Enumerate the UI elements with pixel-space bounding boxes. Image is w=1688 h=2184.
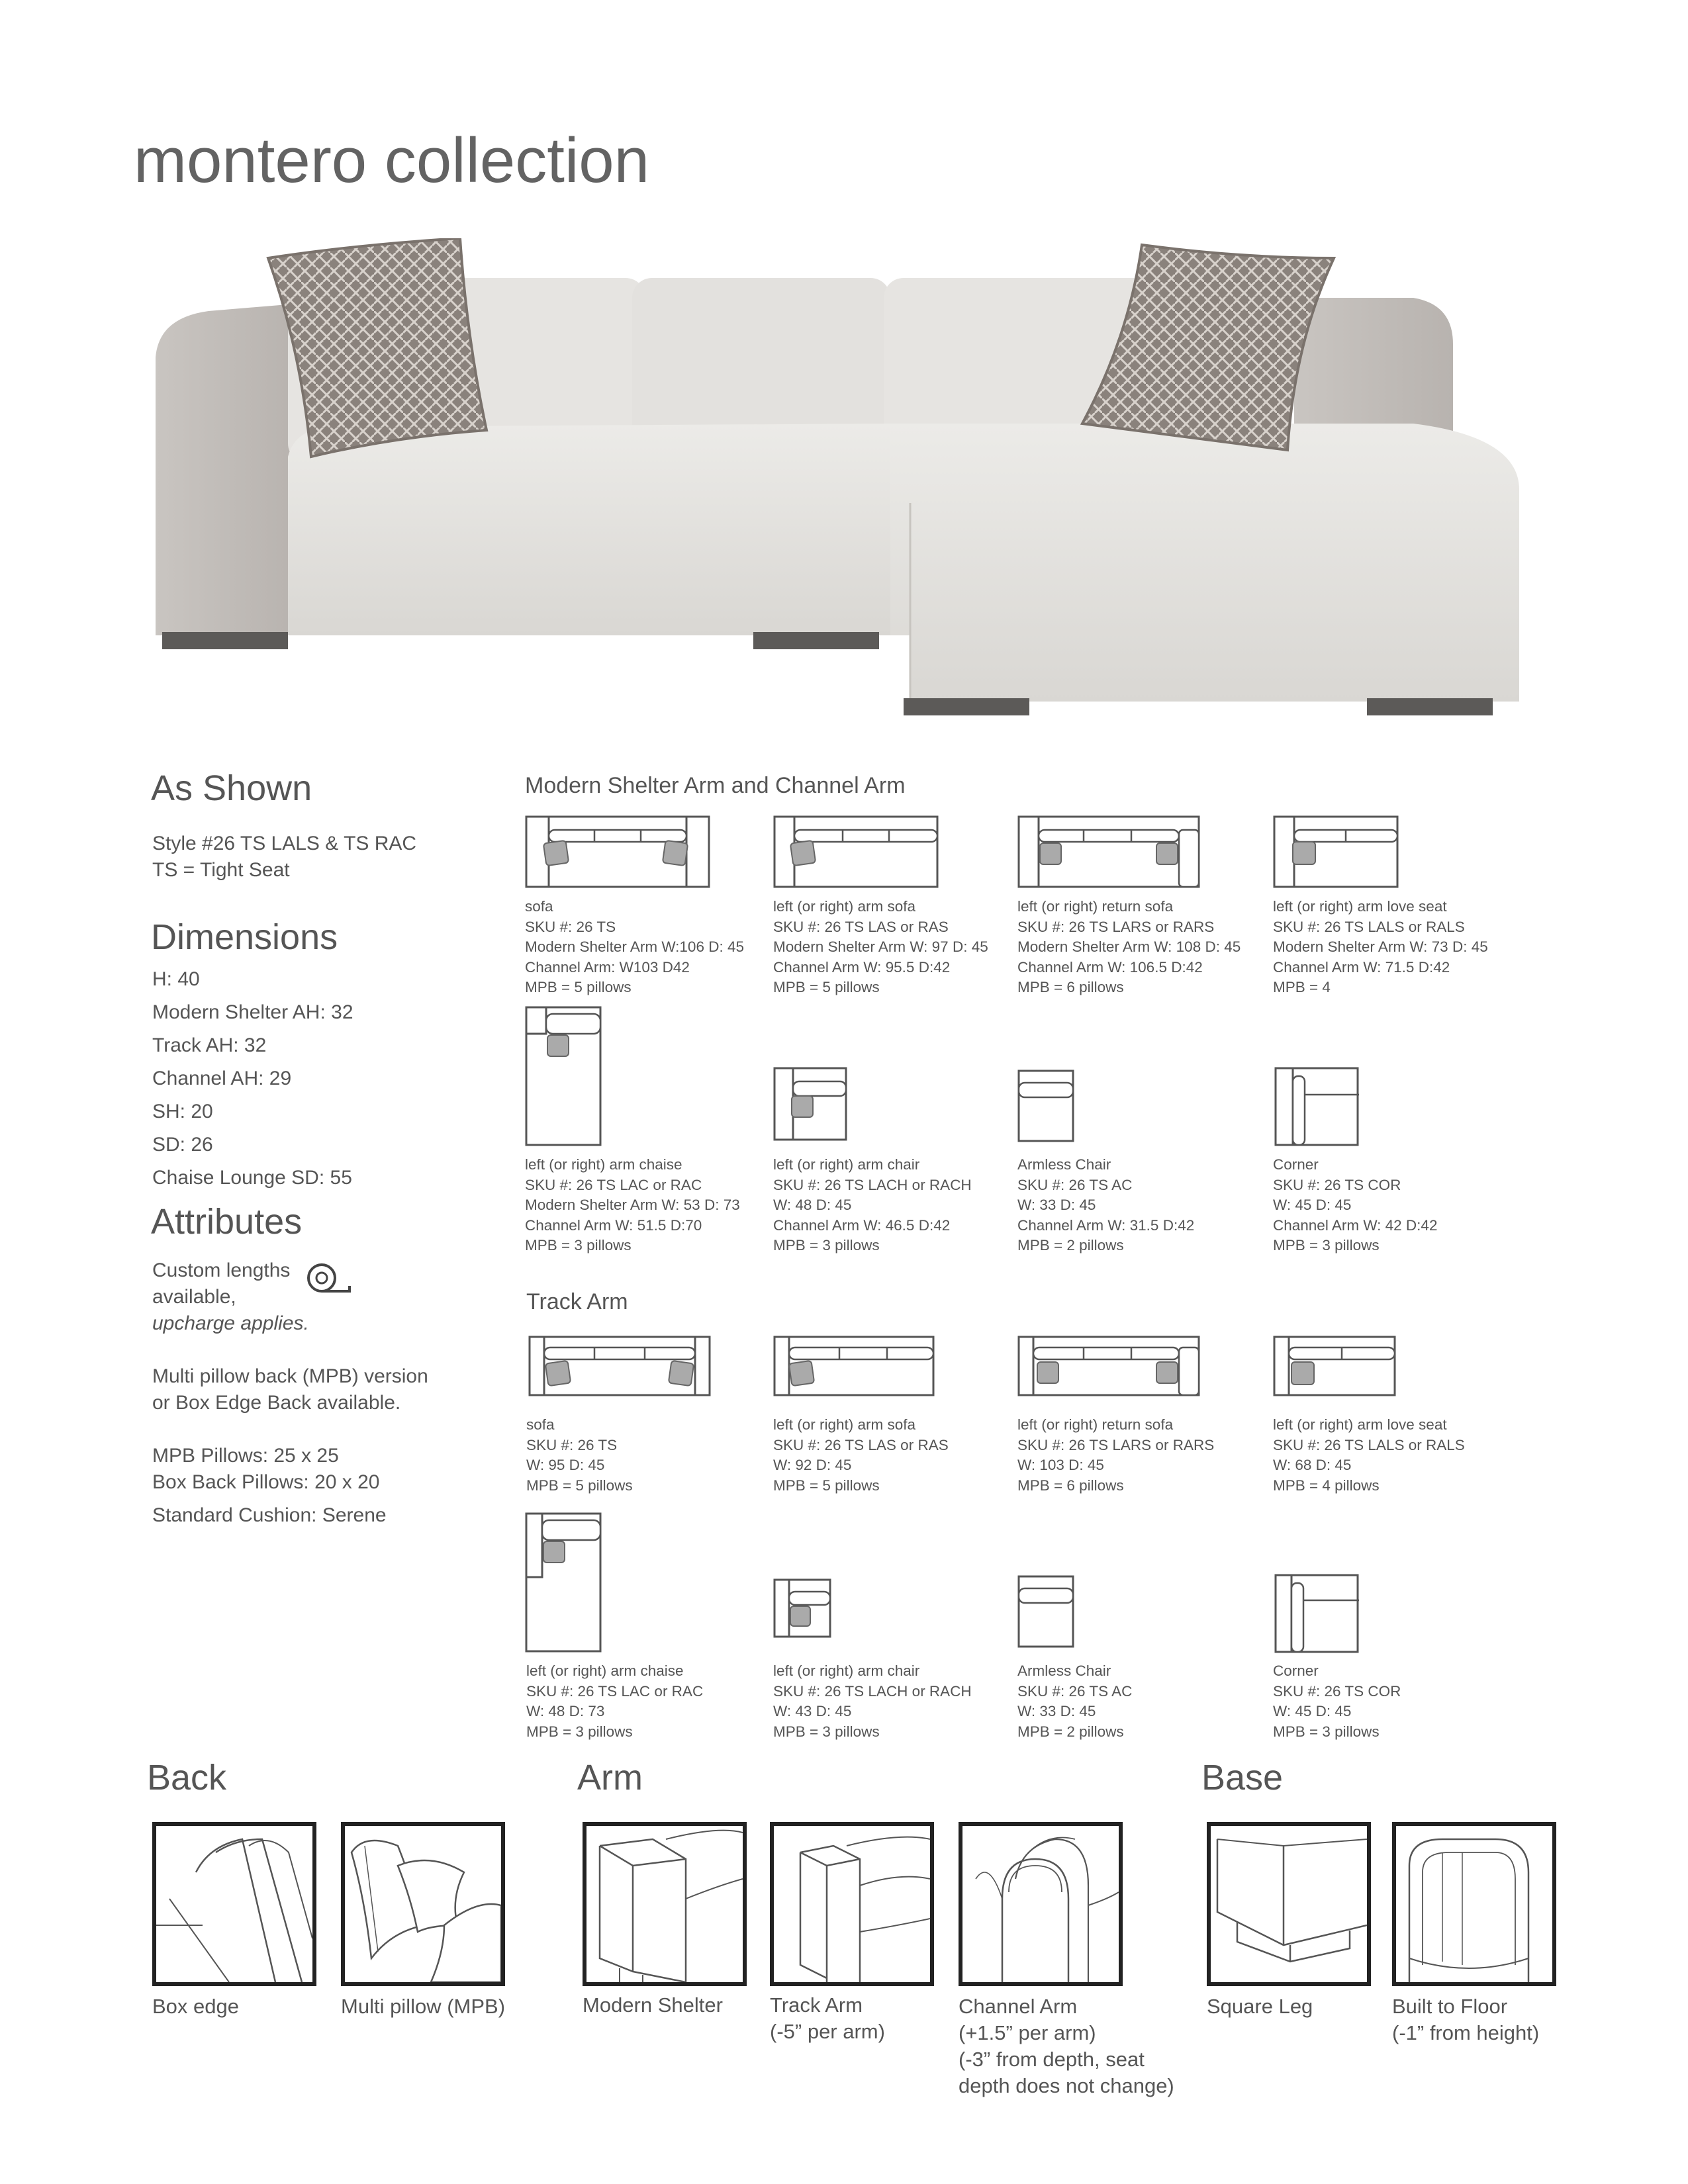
as-shown-heading: As Shown (151, 768, 312, 808)
track-arm-label (770, 1992, 885, 2045)
upcharge-line: upcharge applies. (152, 1312, 309, 1334)
available-line: available, (152, 1286, 236, 1308)
caption-line: Channel Arm W: 71.5 D:42 (1273, 958, 1450, 976)
style-line: Style #26 TS LALS & TS RAC (152, 833, 417, 854)
sofa-diagram (525, 815, 710, 888)
caption-line: W: 45 D: 45 (1273, 1703, 1352, 1719)
label-line: Built to Floor (1392, 1995, 1508, 2018)
label-line: (-1” from height) (1392, 2021, 1540, 2044)
caption-line: SKU #: 26 TS LAC or RAC (525, 1176, 702, 1193)
caption-line: Channel Arm W: 51.5 D:70 (525, 1216, 702, 1234)
track-arm-chair-caption (773, 1661, 972, 1742)
caption-line: Modern Shelter Arm W: 97 D: 45 (773, 938, 988, 955)
label-line: Track Arm (770, 1993, 863, 2017)
modern-sofa-caption (525, 897, 744, 998)
love-seat-diagram (1273, 815, 1399, 888)
label-line: (+1.5” per arm) (959, 2021, 1096, 2044)
sectional-sofa-photo (156, 238, 1519, 728)
attributes-heading: Attributes (151, 1202, 303, 1242)
modern-arm-chair-caption (773, 1155, 972, 1256)
built-to-floor-label (1392, 1993, 1539, 2046)
corner-diagram (1274, 1067, 1359, 1146)
modern-armless-chair-caption (1017, 1155, 1194, 1256)
caption-line: SKU #: 26 TS COR (1273, 1682, 1401, 1700)
caption-line: Modern Shelter Arm W: 108 D: 45 (1017, 938, 1241, 955)
caption-line: W: 48 D: 73 (526, 1703, 605, 1719)
caption-line: W: 48 D: 45 (773, 1197, 852, 1213)
caption-line: MPB = 5 pillows (773, 979, 880, 995)
tight-seat-line: TS = Tight Seat (152, 859, 290, 881)
caption-line: left (or right) return sofa (1017, 1416, 1174, 1433)
caption-line: Modern Shelter Arm W: 73 D: 45 (1273, 938, 1488, 955)
caption-line: W: 95 D: 45 (526, 1457, 605, 1473)
caption-line: Armless Chair (1017, 1662, 1111, 1679)
caption-line: SKU #: 26 TS LAC or RAC (526, 1682, 704, 1700)
caption-line: SKU #: 26 TS LAS or RAS (773, 1436, 949, 1453)
track-chaise-diagram (525, 1512, 602, 1653)
mpb-version-line: Multi pillow back (MPB) version (152, 1365, 428, 1387)
caption-line: Channel Arm W: 31.5 D:42 (1017, 1216, 1195, 1234)
modern-shelter-label: Modern Shelter (583, 1993, 723, 2017)
caption-line: MPB = 5 pillows (773, 1477, 880, 1494)
caption-line: SKU #: 26 TS LARS or RARS (1017, 1436, 1215, 1453)
box-edge-label: Box edge (152, 1995, 239, 2018)
arm-heading: Arm (577, 1758, 643, 1797)
arm-chair-diagram (773, 1067, 847, 1141)
caption-line: left (or right) arm chaise (526, 1662, 684, 1679)
caption-line: SKU #: 26 TS LALS or RALS (1273, 918, 1465, 935)
label-line: Channel Arm (959, 1995, 1078, 2018)
track-armless-chair-diagram (1017, 1575, 1074, 1648)
track-arm-sofa-caption (773, 1415, 949, 1496)
track-armless-chair-caption (1017, 1661, 1132, 1742)
square-leg-swatch (1207, 1822, 1371, 1986)
caption-line: Corner (1273, 1156, 1319, 1173)
modern-corner-caption (1273, 1155, 1437, 1256)
multi-pillow-label: Multi pillow (MPB) (341, 1995, 506, 2018)
dimensions-list (152, 963, 353, 1195)
channel-arm-swatch (959, 1822, 1123, 1986)
modern-shelter-swatch (583, 1822, 747, 1986)
caption-line: MPB = 5 pillows (525, 979, 632, 995)
caption-line: SKU #: 26 TS LAS or RAS (773, 918, 949, 935)
caption-line: SKU #: 26 TS LACH or RACH (773, 1176, 972, 1193)
caption-line: MPB = 3 pillows (1273, 1237, 1380, 1253)
caption-line: Modern Shelter Arm W: 53 D: 73 (525, 1197, 740, 1213)
caption-line: SKU #: 26 TS LACH or RACH (773, 1682, 972, 1700)
caption-line: Modern Shelter Arm W:106 D: 45 (525, 938, 744, 955)
caption-line: SKU #: 26 TS LALS or RALS (1273, 1436, 1465, 1453)
track-arm-sofa-diagram (773, 1336, 935, 1396)
armless-chair-diagram (1017, 1069, 1074, 1142)
caption-line: MPB = 2 pillows (1017, 1237, 1124, 1253)
caption-line: sofa (526, 1416, 555, 1433)
dimension-item: Track AH: 32 (152, 1034, 267, 1056)
caption-line: SKU #: 26 TS AC (1017, 1682, 1133, 1700)
caption-line: Channel Arm W: 42 D:42 (1273, 1216, 1438, 1234)
caption-line: left (or right) arm chair (773, 1662, 920, 1679)
caption-line: Channel Arm: W103 D42 (525, 958, 690, 976)
caption-line: MPB = 5 pillows (526, 1477, 633, 1494)
modern-chaise-caption (525, 1155, 740, 1256)
caption-line: MPB = 3 pillows (1273, 1723, 1380, 1740)
caption-line: MPB = 6 pillows (1017, 979, 1124, 995)
caption-line: W: 68 D: 45 (1273, 1457, 1352, 1473)
caption-line: MPB = 3 pillows (773, 1237, 880, 1253)
caption-line: left (or right) return sofa (1017, 898, 1174, 915)
caption-line: MPB = 4 pillows (1273, 1477, 1380, 1494)
caption-line: MPB = 6 pillows (1017, 1477, 1124, 1494)
dimension-item: H: 40 (152, 968, 200, 990)
track-return-sofa-caption (1017, 1415, 1214, 1496)
label-line: (-3” from depth, seat (959, 2048, 1145, 2071)
caption-line: MPB = 3 pillows (773, 1723, 880, 1740)
back-heading: Back (147, 1758, 227, 1797)
caption-line: sofa (525, 898, 553, 915)
track-sofa-diagram (528, 1336, 711, 1396)
multi-pillow-swatch (341, 1822, 505, 1986)
track-love-seat-caption (1273, 1415, 1465, 1496)
caption-line: left (or right) arm sofa (773, 898, 916, 915)
mpb-pillows-line: MPB Pillows: 25 x 25 (152, 1445, 339, 1467)
base-heading: Base (1201, 1758, 1284, 1797)
track-corner-diagram (1274, 1574, 1359, 1653)
tape-measure-icon (306, 1261, 356, 1298)
caption-line: Armless Chair (1017, 1156, 1111, 1173)
caption-line: Channel Arm W: 95.5 D:42 (773, 958, 951, 976)
modern-return-sofa-caption (1017, 897, 1241, 998)
caption-line: left (or right) arm love seat (1273, 898, 1447, 915)
track-sofa-caption (526, 1415, 633, 1496)
custom-lengths-line: Custom lengths (152, 1259, 291, 1281)
box-edge-line: or Box Edge Back available. (152, 1392, 401, 1414)
caption-line: Channel Arm W: 106.5 D:42 (1017, 958, 1203, 976)
box-back-pillows-line: Box Back Pillows: 20 x 20 (152, 1471, 380, 1493)
caption-line: left (or right) arm love seat (1273, 1416, 1447, 1433)
modern-arm-sofa-caption (773, 897, 988, 998)
dimension-item: SH: 20 (152, 1101, 213, 1122)
track-arm-chair-diagram (773, 1578, 831, 1638)
caption-line: W: 33 D: 45 (1017, 1197, 1096, 1213)
caption-line: Corner (1273, 1662, 1319, 1679)
built-to-floor-swatch (1392, 1822, 1556, 1986)
caption-line: W: 43 D: 45 (773, 1703, 852, 1719)
caption-line: SKU #: 26 TS COR (1273, 1176, 1401, 1193)
page-title: montero collection (134, 125, 650, 196)
caption-line: SKU #: 26 TS (525, 918, 616, 935)
channel-arm-label (959, 1993, 1174, 2099)
caption-line: Channel Arm W: 46.5 D:42 (773, 1216, 951, 1234)
dimension-item: SD: 26 (152, 1134, 213, 1156)
caption-line: SKU #: 26 TS LARS or RARS (1017, 918, 1215, 935)
track-arm-swatch (770, 1822, 934, 1986)
caption-line: left (or right) arm sofa (773, 1416, 916, 1433)
dimension-item: Modern Shelter AH: 32 (152, 1001, 353, 1023)
caption-line: left (or right) arm chair (773, 1156, 920, 1173)
return-sofa-diagram (1017, 815, 1200, 888)
caption-line: left (or right) arm chaise (525, 1156, 682, 1173)
track-love-seat-diagram (1273, 1336, 1396, 1396)
track-return-sofa-diagram (1017, 1336, 1200, 1396)
track-section-title: Track Arm (526, 1289, 628, 1314)
modern-section-title: Modern Shelter Arm and Channel Arm (525, 773, 906, 798)
chaise-diagram (525, 1006, 602, 1146)
caption-line: W: 33 D: 45 (1017, 1703, 1096, 1719)
caption-line: MPB = 4 (1273, 979, 1331, 995)
caption-line: SKU #: 26 TS AC (1017, 1176, 1133, 1193)
caption-line: MPB = 3 pillows (526, 1723, 633, 1740)
dimension-item: Channel AH: 29 (152, 1068, 292, 1089)
square-leg-label: Square Leg (1207, 1995, 1313, 2018)
caption-line: W: 103 D: 45 (1017, 1457, 1104, 1473)
track-corner-caption (1273, 1661, 1401, 1742)
arm-sofa-diagram (773, 815, 939, 888)
box-edge-swatch (152, 1822, 316, 1986)
dimensions-heading: Dimensions (151, 917, 338, 957)
modern-love-seat-caption (1273, 897, 1488, 998)
dimension-item: Chaise Lounge SD: 55 (152, 1167, 352, 1189)
label-line: (-5” per arm) (770, 2020, 885, 2043)
caption-line: SKU #: 26 TS (526, 1436, 618, 1453)
track-chaise-caption (526, 1661, 703, 1742)
caption-line: W: 92 D: 45 (773, 1457, 852, 1473)
caption-line: W: 45 D: 45 (1273, 1197, 1352, 1213)
standard-cushion-line: Standard Cushion: Serene (152, 1504, 387, 1526)
label-line: depth does not change) (959, 2074, 1174, 2097)
caption-line: MPB = 3 pillows (525, 1237, 632, 1253)
caption-line: MPB = 2 pillows (1017, 1723, 1124, 1740)
